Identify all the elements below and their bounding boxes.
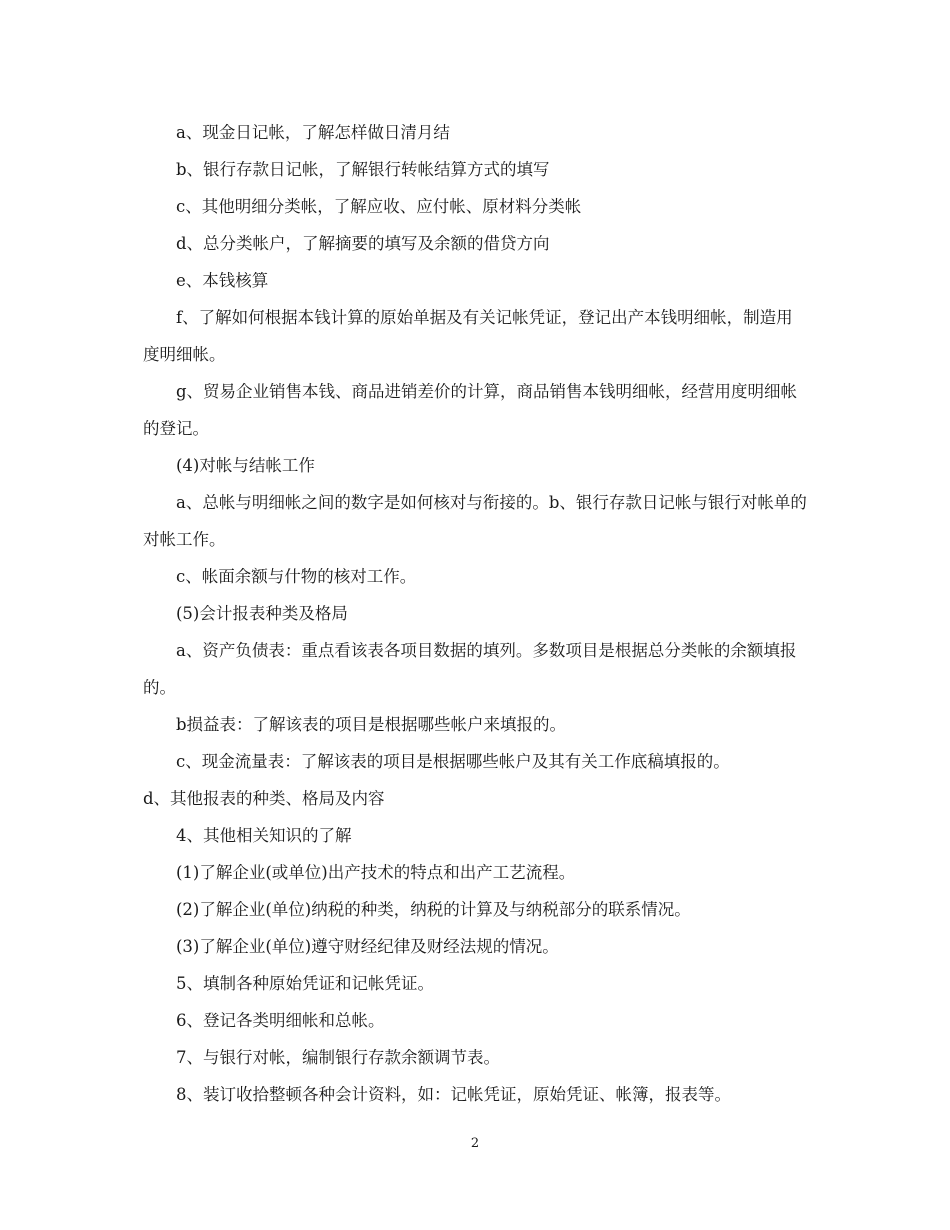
paragraph-detail-ledger: c、其他明细分类帐，了解应收、应付帐、原材料分类帐: [176, 197, 582, 216]
paragraph-balance-sheet: a、资产负债表：重点看该表各项目数据的填列。多数项目是根据总分类帐的余额填报的。: [143, 641, 797, 697]
paragraph-vouchers: 5、填制各种原始凭证和记帐凭证。: [176, 974, 434, 993]
section-heading-reconciliation: (4)对帐与结帐工作: [176, 456, 315, 475]
paragraph-bank-journal: b、银行存款日记帐，了解银行转帐结算方式的填写: [176, 160, 550, 179]
paragraph-cost-accounting: e、本钱核算: [176, 271, 269, 290]
paragraph-production-cost: f、了解如何根据本钱计算的原始单据及有关记帐凭证，登记出产本钱明细帐，制造用度明细帐。: [143, 308, 793, 364]
section-heading-other-knowledge: 4、其他相关知识的了解: [176, 826, 352, 845]
paragraph-income-statement: b损益表：了解该表的项目是根据哪些帐户来填报的。: [176, 715, 567, 734]
paragraph-taxation: (2)了解企业(单位)纳税的种类，纳税的计算及与纳税部分的联系情况。: [176, 900, 691, 919]
paragraph-cash-journal: a、现金日记帐，了解怎样做日清月结: [176, 123, 450, 142]
paragraph-ledger-reconciliation: a、总帐与明细帐之间的数字是如何核对与衔接的。b、银行存款日记帐与银行对帐单的对帐工作。: [143, 493, 807, 549]
paragraph-financial-discipline: (3)了解企业(单位)遵守财经纪律及财经法规的情况。: [176, 937, 559, 956]
paragraph-general-ledger: d、总分类帐户，了解摘要的填写及余额的借贷方向: [176, 234, 550, 253]
paragraph-ledgers: 6、登记各类明细帐和总帐。: [176, 1011, 385, 1030]
document-body: [143, 114, 808, 1113]
paragraph-binding-materials: 8、装订收拾整顿各种会计资料，如：记帐凭证，原始凭证、帐簿，报表等。: [176, 1085, 731, 1104]
paragraph-balance-check: c、帐面余额与什物的核对工作。: [176, 567, 417, 586]
section-heading-reports: (5)会计报表种类及格局: [176, 604, 348, 623]
paragraph-trade-sales-cost: g、贸易企业销售本钱、商品进销差价的计算，商品销售本钱明细帐，经营用度明细帐的登记。: [143, 382, 798, 438]
paragraph-other-reports: d、其他报表的种类、格局及内容: [143, 789, 385, 808]
paragraph-bank-reconciliation: 7、与银行对帐，编制银行存款余额调节表。: [176, 1048, 500, 1067]
page-number: 2: [470, 1136, 480, 1151]
paragraph-production-tech: (1)了解企业(或单位)出产技术的特点和出产工艺流程。: [176, 863, 576, 882]
paragraph-cash-flow: c、现金流量表：了解该表的项目是根据哪些帐户及其有关工作底稿填报的。: [176, 752, 730, 771]
